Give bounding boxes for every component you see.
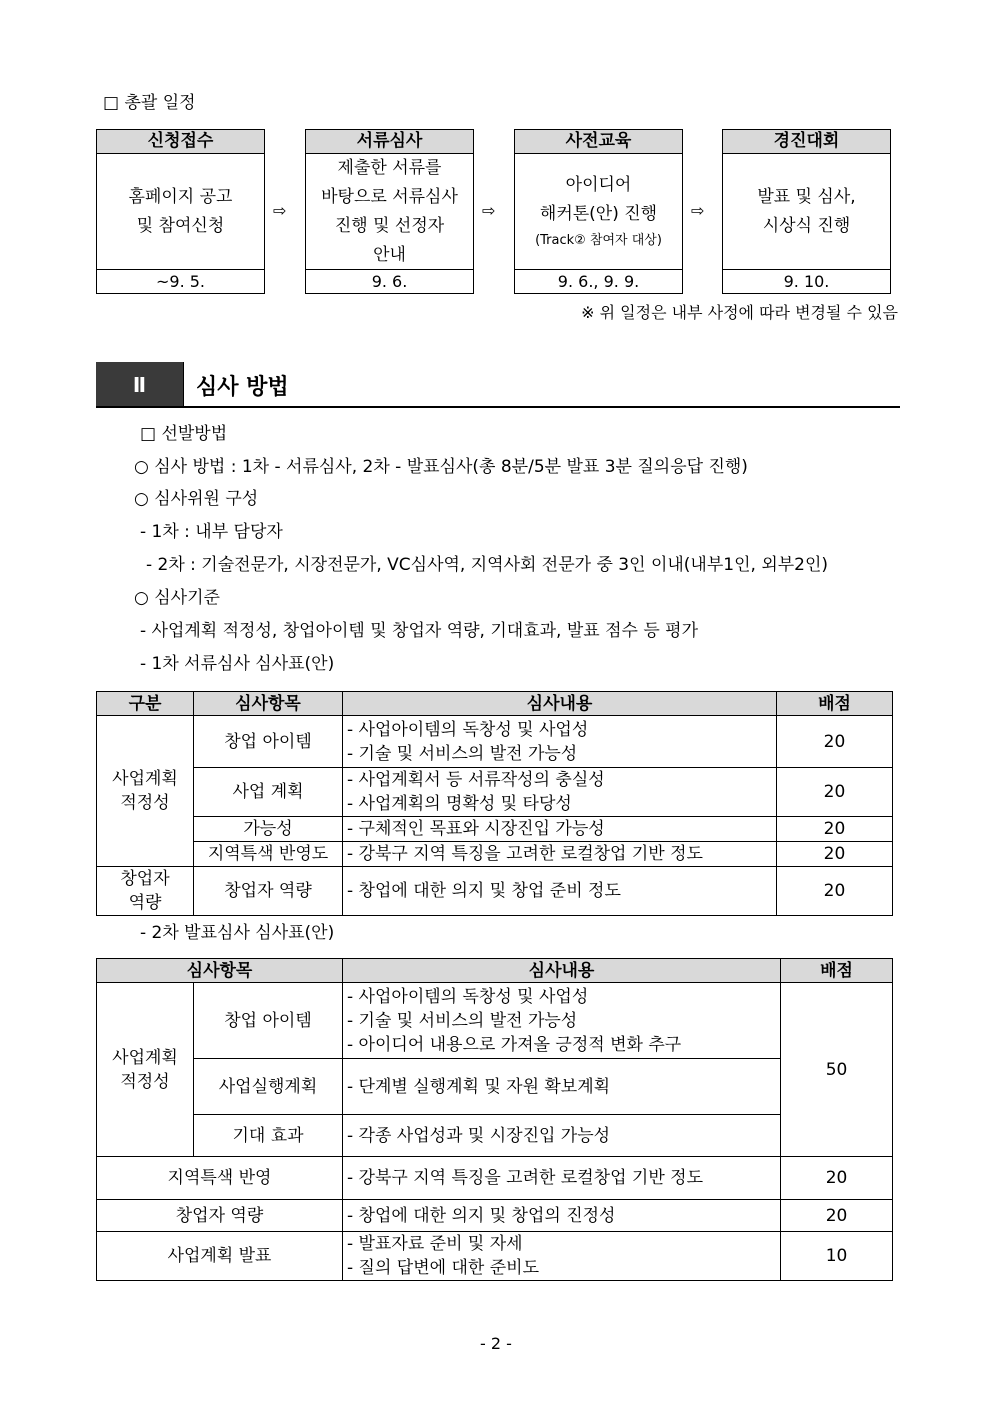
content-cell: [343, 867, 777, 916]
method-heading: □ 선발방법: [140, 424, 228, 444]
step-body-line: 아이디어: [565, 174, 632, 195]
score-cell: 20: [777, 817, 893, 842]
step-body-line: 발표 및 심사,: [757, 186, 856, 207]
item-cell: 창업자 역량: [194, 867, 343, 916]
content-line: - 강북구 지역 특징을 고려한 로컬창업 기반 정도: [347, 1168, 703, 1188]
header-score: 배점: [777, 692, 893, 716]
category-line: 창업자: [120, 869, 170, 889]
category-line: 적정성: [120, 1071, 170, 1092]
category-line: 사업계획: [112, 1047, 178, 1068]
screening-table-2: [96, 958, 893, 1281]
content-cell: [343, 1059, 781, 1115]
content-line: - 창업에 대한 의지 및 창업 준비 정도: [347, 881, 621, 901]
step-body-line: 제출한 서류를: [337, 157, 442, 178]
step-title: 경진대회: [723, 130, 890, 154]
method-line: ○ 심사위원 구성: [134, 489, 259, 509]
screening-table-1: [96, 691, 893, 916]
step-body-line: 바탕으로 서류심사: [321, 186, 458, 207]
step-note: (Track② 참여자 대상): [535, 232, 662, 248]
header-item: 심사항목: [97, 959, 343, 983]
category-line: 사업계획: [112, 769, 178, 789]
method-line: - 사업계획 적정성, 창업아이템 및 창업자 역량, 기대효과, 발표 점수 등 평가: [140, 621, 699, 641]
item-cell: 창업자 역량: [97, 1200, 343, 1232]
item-cell: 창업 아이템: [194, 983, 343, 1059]
content-line: - 사업아이템의 독창성 및 사업성: [347, 719, 589, 740]
table2-caption: - 2차 발표심사 심사표(안): [140, 923, 335, 943]
item-cell: 사업실행계획: [194, 1059, 343, 1115]
content-line: - 구체적인 목표와 시장진입 가능성: [347, 819, 605, 839]
category-cell: [97, 867, 194, 916]
step-title: 사전교육: [515, 130, 682, 154]
header-item: 심사항목: [194, 692, 343, 716]
content-cell: [343, 1115, 781, 1157]
content-line: - 아이디어 내용으로 가져올 긍정적 변화 추구: [347, 1034, 682, 1055]
content-line: - 강북구 지역 특징을 고려한 로컬창업 기반 정도: [347, 844, 703, 864]
arrow-right-icon: ⇨: [691, 201, 705, 220]
content-cell: [343, 842, 777, 867]
content-cell: [343, 1232, 781, 1281]
item-cell: 지역특색 반영도: [194, 842, 343, 867]
section-divider: [183, 362, 184, 407]
header-content: 심사내용: [343, 959, 781, 983]
score-cell: 20: [777, 716, 893, 768]
method-line: - 1차 서류심사 심사표(안): [140, 654, 335, 674]
step-date: 9. 10.: [723, 269, 890, 293]
content-line: - 발표자료 준비 및 자세: [347, 1234, 523, 1254]
content-cell: [343, 817, 777, 842]
content-cell: [343, 1157, 781, 1200]
content-line: - 사업계획의 명확성 및 타당성: [347, 794, 572, 814]
section-title: 심사 방법: [196, 375, 289, 400]
step-body-line: 시상식 진행: [762, 215, 851, 236]
step-date: ~9. 5.: [97, 269, 264, 293]
score-cell: 10: [781, 1232, 893, 1281]
header-content: 심사내용: [343, 692, 777, 716]
content-line: - 각종 사업성과 및 시장진입 가능성: [347, 1125, 611, 1146]
step-date: 9. 6., 9. 9.: [515, 269, 682, 293]
step-body: [306, 153, 473, 270]
schedule-step-competition: [722, 129, 891, 294]
item-cell: 창업 아이템: [194, 716, 343, 768]
step-title: 신청접수: [97, 130, 264, 154]
content-line: - 기술 및 서비스의 발전 가능성: [347, 743, 578, 764]
content-line: - 질의 답변에 대한 준비도: [347, 1258, 539, 1278]
category-cell: [97, 983, 194, 1157]
category-cell: [97, 716, 194, 867]
item-cell: 기대 효과: [194, 1115, 343, 1157]
step-body-line: 진행 및 선정자: [334, 215, 445, 236]
section-number: Ⅱ: [96, 362, 183, 407]
schedule-step-document-review: [305, 129, 474, 294]
schedule-step-application: [96, 129, 265, 294]
step-body: [723, 153, 890, 270]
page-number: - 2 -: [480, 1334, 512, 1353]
content-cell: [343, 716, 777, 768]
header-category: 구분: [97, 692, 194, 716]
content-cell: [343, 1200, 781, 1232]
step-body: [515, 153, 682, 270]
method-line: ○ 심사 방법 : 1차 - 서류심사, 2차 - 발표심사(총 8분/5분 발표 3분 질의응답 진행): [134, 457, 748, 477]
step-body-line: 해커톤(안) 진행: [539, 203, 658, 224]
schedule-heading: □ 총괄 일정: [103, 93, 196, 113]
content-line: - 단계별 실행계획 및 자원 확보계획: [347, 1076, 611, 1097]
arrow-right-icon: ⇨: [482, 201, 496, 220]
step-body-line: 안내: [373, 244, 406, 265]
score-cell: 20: [781, 1200, 893, 1232]
score-cell: 20: [781, 1157, 893, 1200]
content-line: - 창업에 대한 의지 및 창업의 진정성: [347, 1205, 616, 1226]
method-line: - 2차 : 기술전문가, 시장전문가, VC심사역, 지역사회 전문가 중 3인 이내(내부1인, 외부2인): [146, 555, 829, 575]
score-cell: 20: [777, 867, 893, 916]
step-title: 서류심사: [306, 130, 473, 154]
step-date: 9. 6.: [306, 269, 473, 293]
content-line: - 사업계획서 등 서류작성의 충실성: [347, 770, 605, 790]
arrow-right-icon: ⇨: [273, 201, 287, 220]
score-cell: 50: [781, 983, 893, 1157]
step-body: [97, 153, 264, 270]
schedule-step-pre-education: [514, 129, 683, 294]
score-cell: 20: [777, 768, 893, 817]
item-cell: 사업계획 발표: [97, 1232, 343, 1281]
category-line: 적정성: [120, 793, 170, 813]
method-line: - 1차 : 내부 담당자: [140, 522, 283, 542]
schedule-footnote: ※ 위 일정은 내부 사정에 따라 변경될 수 있음: [581, 303, 898, 322]
content-cell: [343, 983, 781, 1059]
header-score: 배점: [781, 959, 893, 983]
step-body-line: 및 참여신청: [136, 215, 225, 236]
method-line: ○ 심사기준: [134, 588, 220, 608]
score-cell: 20: [777, 842, 893, 867]
content-line: - 사업아이템의 독창성 및 사업성: [347, 986, 589, 1007]
section-rule: [96, 406, 900, 408]
item-cell: 지역특색 반영: [97, 1157, 343, 1200]
step-body-line: 홈페이지 공고: [128, 186, 233, 207]
item-cell: 사업 계획: [194, 768, 343, 817]
item-cell: 가능성: [194, 817, 343, 842]
category-line: 역량: [128, 893, 162, 913]
content-line: - 기술 및 서비스의 발전 가능성: [347, 1010, 578, 1031]
content-cell: [343, 768, 777, 817]
